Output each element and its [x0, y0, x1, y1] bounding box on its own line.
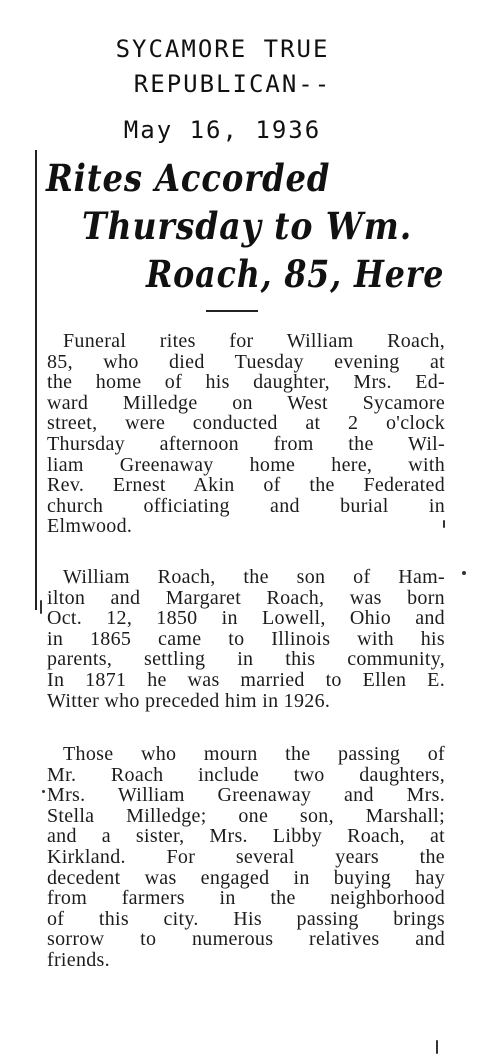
article-paragraph-3: [47, 744, 445, 971]
text-line: Mrs. William Greenaway and Mrs.: [47, 784, 445, 807]
text-line: from farmers in the neighborhood: [47, 887, 445, 910]
scan-speck: [436, 1040, 438, 1054]
text-line: Mr. Roach include two daughters,: [47, 763, 445, 786]
text-line: Those who mourn the passing of: [63, 743, 445, 765]
text-line: Thursday afternoon from the Wil-: [47, 432, 445, 455]
text-line: ward Milledge on West Sycamore: [47, 391, 445, 414]
text-line: Funeral rites for William Roach,: [63, 330, 445, 352]
source-line-date: May 16, 1936: [123, 116, 322, 144]
text-line: William Roach, the son of Ham-: [63, 566, 445, 588]
text-line: and a sister, Mrs. Libby Roach, at: [47, 825, 445, 848]
text-line: Stella Milledge; one son, Marshall;: [47, 804, 445, 827]
text-line: friends.: [47, 948, 110, 971]
scan-speck: [443, 520, 445, 528]
text-line: Witter who preceded him in 1926.: [47, 689, 331, 712]
text-line: liam Greenaway home here, with: [47, 453, 445, 476]
source-line-newspaper: SYCAMORE TRUE: [115, 35, 330, 63]
source-line-newspaper-cont: REPUBLICAN--: [133, 70, 332, 98]
article-paragraph-1: [47, 331, 445, 537]
clipping-left-border: [35, 150, 37, 610]
scan-speck: [40, 600, 42, 614]
text-line: Elmwood.: [47, 515, 133, 538]
scan-speck: [42, 790, 45, 793]
headline-line-3: Roach, 85, Here: [146, 252, 445, 296]
text-line: Kirkland. For several years the: [47, 845, 445, 868]
text-line: street, were conducted at 2 o'clock: [47, 412, 445, 435]
text-line: in 1865 came to Illinois with his: [47, 627, 445, 650]
text-line: In 1871 he was married to Ellen E.: [47, 668, 445, 691]
text-line: ilton and Margaret Roach, was born: [47, 586, 445, 609]
headline-line-1: Rites Accorded: [46, 156, 331, 200]
headline-line-2: Thursday to Wm.: [82, 204, 413, 248]
headline-divider: [206, 310, 258, 312]
text-line: parents, settling in this community,: [47, 648, 445, 671]
article-paragraph-2: [47, 567, 445, 711]
text-line: 85, who died Tuesday evening at: [47, 350, 445, 373]
text-line: sorrow to numerous relatives and: [47, 928, 445, 951]
text-line: Oct. 12, 1850 in Lowell, Ohio and: [47, 607, 445, 630]
scan-speck: [462, 571, 466, 575]
text-line: the home of his daughter, Mrs. Ed-: [47, 371, 445, 394]
text-line: Rev. Ernest Akin of the Federated: [47, 474, 445, 497]
text-line: decedent was engaged in buying hay: [47, 866, 445, 889]
text-line: of this city. His passing brings: [47, 907, 445, 930]
text-line: church officiating and burial in: [47, 494, 445, 517]
